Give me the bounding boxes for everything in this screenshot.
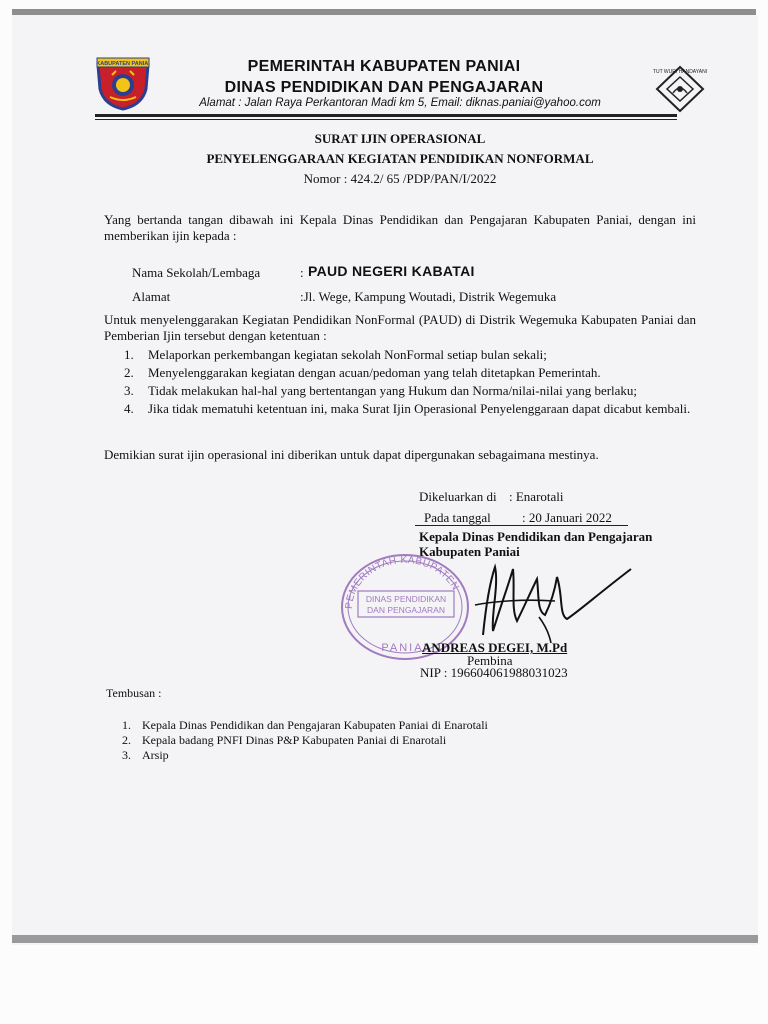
list-item: 2. Kepala badang PNFI Dinas P&P Kabupaten Paniai di Enarotali: [122, 733, 447, 747]
letterhead-rule-thick: [95, 114, 677, 117]
cc-list: [106, 718, 488, 763]
logo-caption: KABUPATEN PANIAI: [96, 61, 150, 67]
letter-subtitle: PENYELENGGARAAN KEGIATAN PENDIDIKAN NONFORMAL: [206, 151, 594, 166]
signer-nip: NIP : 196604061988031023: [420, 665, 568, 680]
list-item: 2. Menyelenggarakan kegiatan dengan acuan/pedoman yang telah ditetapkan Pemerintah.: [124, 365, 601, 380]
cc-label: Tembusan :: [106, 686, 162, 700]
stamp-inner-line1: DINAS PENDIDIKAN: [365, 594, 447, 604]
signer-rank: Pembina: [467, 653, 513, 668]
handwritten-signature: [455, 555, 635, 647]
address-label: Alamat: [132, 289, 171, 304]
purpose-paragraph: Untuk menyelenggarakan Kegiatan Pendidikan NonFormal (PAUD) di Distrik Wegemuka Kabupaten Paniai dan Pemberian Ijin tersebut dengan ketentuan :: [104, 312, 696, 343]
conditions-list: [104, 347, 696, 419]
letterhead-department: DINAS PENDIDIKAN DAN PENGAJARAN: [224, 79, 544, 96]
list-item: 3. Arsip: [122, 748, 169, 762]
address-value: :Jl. Wege, Kampung Woutadi, Distrik Wegemuka: [300, 289, 557, 304]
school-name: PAUD NEGERI KABATAI: [308, 263, 475, 279]
list-item: 1. Melaporkan perkembangan kegiatan sekolah NonFormal setiap bulan sekali;: [124, 347, 547, 362]
letterhead-rule-thin: [95, 119, 677, 120]
signer-region: Kabupaten Paniai: [419, 544, 520, 559]
stamp-inner-line2: DAN PENGAJARAN: [367, 605, 445, 615]
scan-bottom-edge: [12, 935, 758, 943]
intro-paragraph: Yang bertanda tangan dibawah ini Kepala Dinas Pendidikan dan Pengajaran Kabupaten Paniai, dengan ini memberikan ijin kepada :: [104, 212, 696, 243]
list-item: 4. Jika tidak mematuhi ketentuan ini, maka Surat Ijin Operasional Penyelenggaraan dapat dicabut kembali.: [124, 401, 691, 416]
letterhead-government: PEMERINTAH KABUPATEN PANIAI: [247, 58, 521, 75]
letter-title: SURAT IJIN OPERASIONAL: [314, 131, 486, 146]
stamp-bottom-text: PANIAI: [381, 642, 429, 654]
letterhead-address: Alamat : Jalan Raya Perkantoran Madi km 5, Email: diknas.paniai@yahoo.com: [199, 97, 601, 109]
school-label: Nama Sekolah/Lembaga: [132, 265, 261, 280]
school-separator: :: [300, 265, 304, 280]
list-item: 1. Kepala Dinas Pendidikan dan Pengajaran Kabupaten Paniai di Enarotali: [122, 718, 488, 732]
date-underline: [415, 525, 628, 526]
logo-caption-right: TUT WURI HANDAYANI: [652, 69, 708, 75]
issued-label: Dikeluarkan di: [419, 489, 497, 504]
letter-number: Nomor : 424.2/ 65 /PDP/PAN/I/2022: [303, 171, 497, 186]
closing-paragraph: Demikian surat ijin operasional ini diberikan untuk dapat dipergunakan sebagaimana mestinya.: [104, 447, 599, 462]
issued-place: : Enarotali: [509, 489, 564, 504]
stamp-outer-text: PEMERINTAH KABUPATEN: [343, 554, 461, 610]
date-value: : 20 Januari 2022: [522, 510, 612, 525]
date-label: Pada tanggal: [424, 510, 491, 525]
list-item: 3. Tidak melakukan hal-hal yang bertentangan yang Hukum dan Norma/nilai-nilai yang berlaku;: [124, 383, 638, 398]
signer-position: Kepala Dinas Pendidikan dan Pengajaran: [419, 529, 653, 544]
signer-name: ANDREAS DEGEI, M.Pd: [422, 640, 568, 655]
